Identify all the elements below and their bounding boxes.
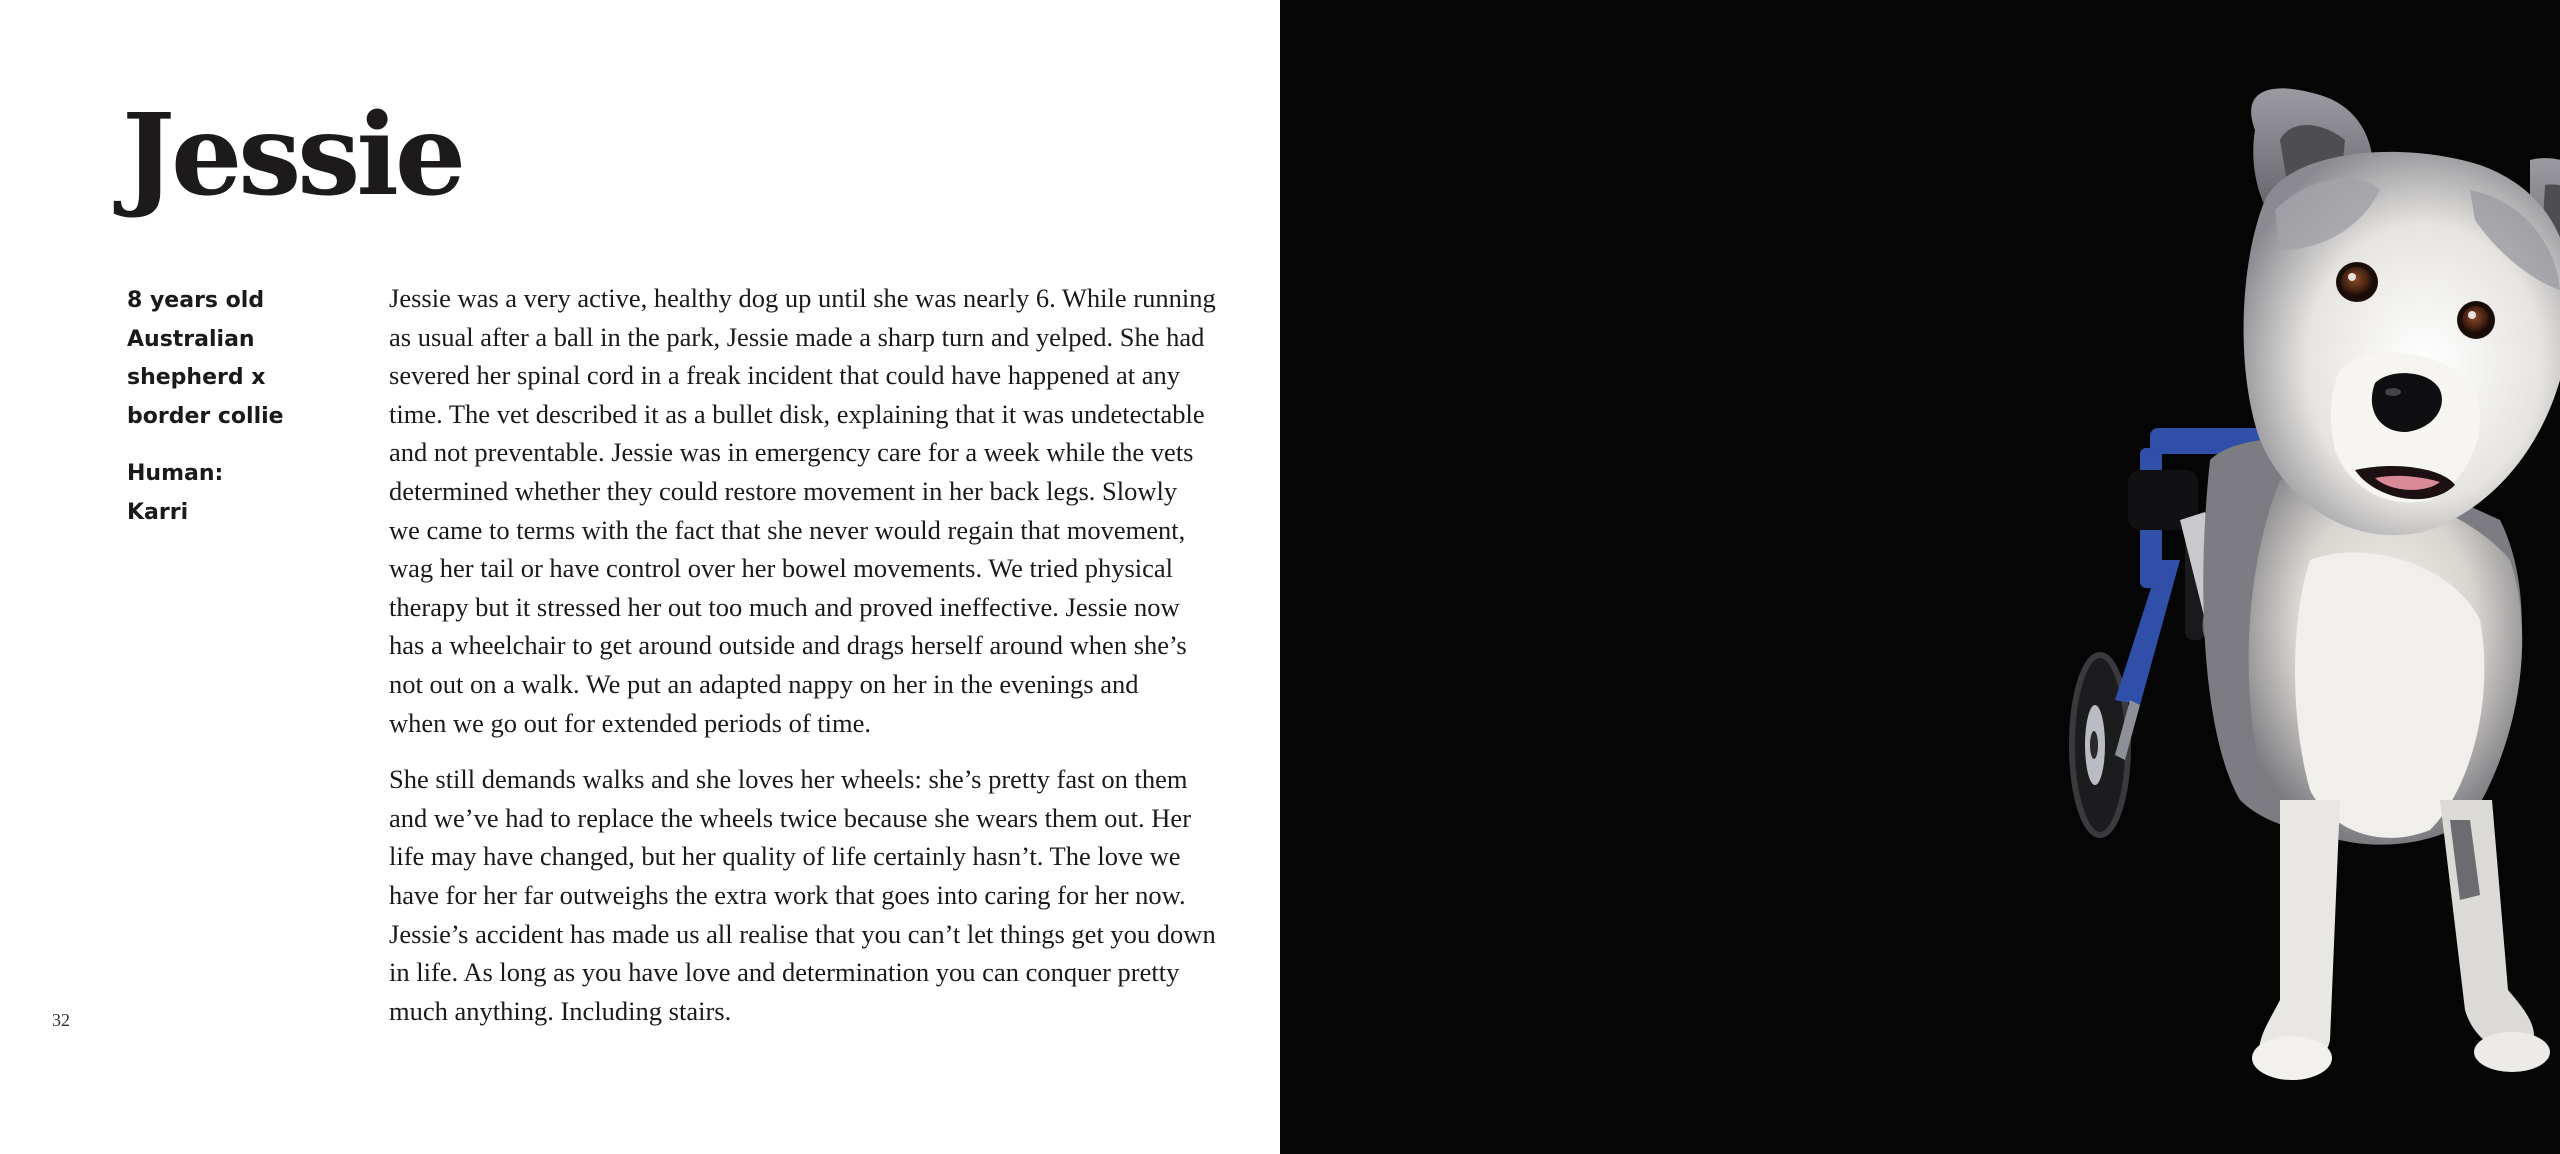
paragraph-line: wag her tail or have control over her bowel movements. We tried physical	[389, 553, 1174, 584]
paragraph-line: She still demands walks and she loves her wheels: she’s pretty fast on them	[389, 764, 1188, 795]
photo-page	[1280, 0, 2560, 1154]
story-text	[389, 279, 1216, 1030]
paragraph-line: when we go out for extended periods of time.	[389, 707, 872, 738]
paragraph-line: and we’ve had to replace the wheels twice because she wears them out. Her	[389, 802, 1192, 833]
paragraph-line: life may have changed, but her quality of life certainly hasn’t. The love we	[389, 841, 1181, 872]
paragraph-line: Jessie’s accident has made us all realise that you can’t let things get you down	[389, 918, 1216, 949]
paragraph-line: as usual after a ball in the park, Jessie made a sharp turn and yelped. She had	[389, 321, 1205, 352]
fact-breed-line-1: Australian	[127, 326, 255, 352]
paragraph-line: much anything. Including stairs.	[389, 995, 732, 1026]
paragraph-spacer	[389, 742, 1179, 760]
paragraph-line: and not preventable. Jessie was in emergency care for a week while the vets	[389, 437, 1194, 468]
dog-head	[2244, 88, 2560, 535]
dog-facts	[127, 282, 347, 532]
fact-breed-line-3: border collie	[127, 403, 284, 429]
paragraph-line: have for her far outweighs the extra work that goes into caring for her now.	[389, 879, 1186, 910]
human-label: Human:	[127, 461, 224, 486]
paragraph-line: time. The vet described it as a bullet disk, explaining that it was undetectable	[389, 398, 1205, 429]
paragraph-line: we came to terms with the fact that she never would regain that movement,	[389, 514, 1186, 545]
dog-photo	[1280, 0, 2560, 1154]
paragraph-line: therapy but it stressed her out too much and proved ineffective. Jessie now	[389, 591, 1180, 622]
paragraph-2	[389, 760, 1216, 1030]
fact-age: 8 years old	[127, 288, 265, 313]
paragraph-line: Jessie was a very active, healthy dog up until she was nearly 6. While running	[389, 283, 1216, 313]
facts-spacer	[127, 436, 347, 455]
paragraph-1	[389, 279, 1216, 742]
page-number: 32	[52, 1010, 70, 1030]
paragraph-line: in life. As long as you have love and determination you can conquer pretty	[389, 957, 1180, 988]
paragraph-line: not out on a walk. We put an adapted nappy on her in the evenings and	[389, 668, 1139, 699]
dog	[2203, 439, 2550, 1080]
page-title: Jessie	[122, 90, 463, 221]
paragraph-line: determined whether they could restore movement in her back legs. Slowly	[389, 475, 1178, 506]
human-name: Karri	[127, 499, 189, 525]
paragraph-line: has a wheelchair to get around outside and drags herself around when she’s	[389, 630, 1187, 661]
fact-breed-line-2: shepherd x	[127, 365, 266, 390]
paragraph-line: severed her spinal cord in a freak incident that could have happened at any	[389, 360, 1180, 391]
